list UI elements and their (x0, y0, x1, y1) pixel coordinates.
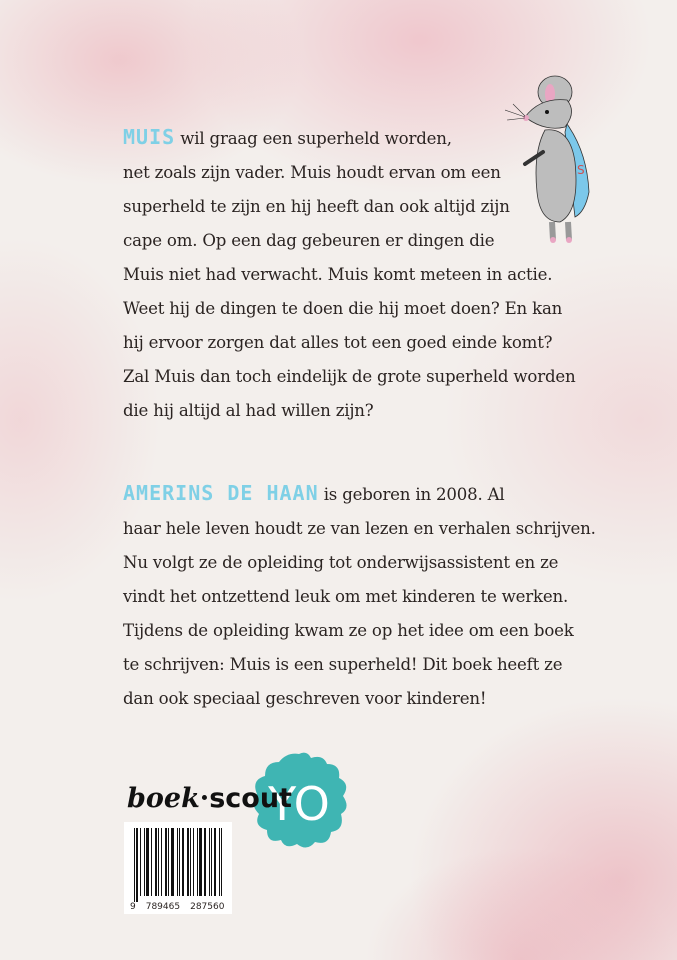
bio-line: haar hele leven houdt ze van lezen en verhalen schrijven. (123, 519, 596, 538)
bio-line: dan ook speciaal geschreven voor kinderen! (123, 689, 487, 708)
isbn-barcode (124, 822, 232, 914)
barcode-bar (197, 828, 198, 896)
publisher-logo (127, 783, 292, 814)
barcode-bar (193, 828, 194, 896)
barcode-bar (136, 828, 138, 902)
bio-line: Nu volgt ze de opleiding tot onderwijsassistent en ze (123, 553, 559, 572)
barcode-bar (214, 828, 216, 896)
blurb-line: net zoals zijn vader. Muis houdt ervan om een (123, 163, 501, 182)
barcode-bar (199, 828, 202, 896)
barcode-bar (151, 828, 152, 896)
isbn-digits: 287560 (190, 902, 225, 912)
barcode-bar (140, 828, 141, 896)
character-name: MUIS (123, 125, 176, 149)
barcode-bar (165, 828, 167, 896)
barcode-bar (187, 828, 189, 896)
barcode-bar (219, 828, 220, 896)
logo-dot: · (199, 783, 210, 814)
barcode-bars (124, 822, 232, 902)
barcode-bar (204, 828, 206, 896)
barcode-bar (171, 828, 174, 896)
bio-line: Tijdens de opleiding kwam ze op het idee om een boek (123, 621, 574, 640)
barcode-bar (158, 828, 159, 896)
author-bio (123, 476, 596, 716)
barcode-bar (182, 828, 184, 896)
logo-text: boek (127, 783, 200, 814)
bio-line: is geboren in 2008. Al (318, 485, 505, 504)
barcode-bar (221, 828, 222, 896)
logo-text: scout (209, 783, 292, 814)
bio-line: vindt het ontzettend leuk om met kinderen te werken. (123, 587, 569, 606)
blurb-line: Zal Muis dan toch eindelijk de grote superheld worden (123, 367, 576, 386)
blurb-line: Muis niet had verwacht. Muis komt meteen in actie. (123, 265, 553, 284)
blurb-line: superheld te zijn en hij heeft dan ook altijd zijn (123, 197, 510, 216)
blurb-line: wil graag een superheld worden, (175, 129, 452, 148)
bio-line: te schrijven: Muis is een superheld! Dit boek heeft ze (123, 655, 563, 674)
blurb-line: cape om. Op een dag gebeuren er dingen die (123, 231, 495, 250)
isbn-digits: 789465 (145, 902, 181, 912)
barcode-bar (161, 828, 162, 896)
isbn-digit: 9 (130, 902, 136, 912)
barcode-bar (177, 828, 178, 896)
barcode-bar (134, 828, 135, 902)
barcode-bar (179, 828, 180, 896)
imprint-label: YO (268, 777, 330, 831)
blurb-line: Weet hij de dingen te doen die hij moet doen? En kan (123, 299, 563, 318)
barcode-bar (209, 828, 210, 896)
barcode-bar (211, 828, 212, 896)
blurb-line: hij ervoor zorgen dat alles tot een goed einde komt? (123, 333, 553, 352)
author-name: AMERINS DE HAAN (123, 481, 319, 505)
mouse-illustration (505, 72, 595, 247)
svg-text:S: S (577, 163, 585, 177)
barcode-bar (146, 828, 149, 896)
barcode-bar (155, 828, 157, 896)
barcode-bar (168, 828, 169, 896)
blurb-line: die hij altijd al had willen zijn? (123, 401, 374, 420)
barcode-bar (144, 828, 145, 896)
barcode-bar (190, 828, 191, 896)
